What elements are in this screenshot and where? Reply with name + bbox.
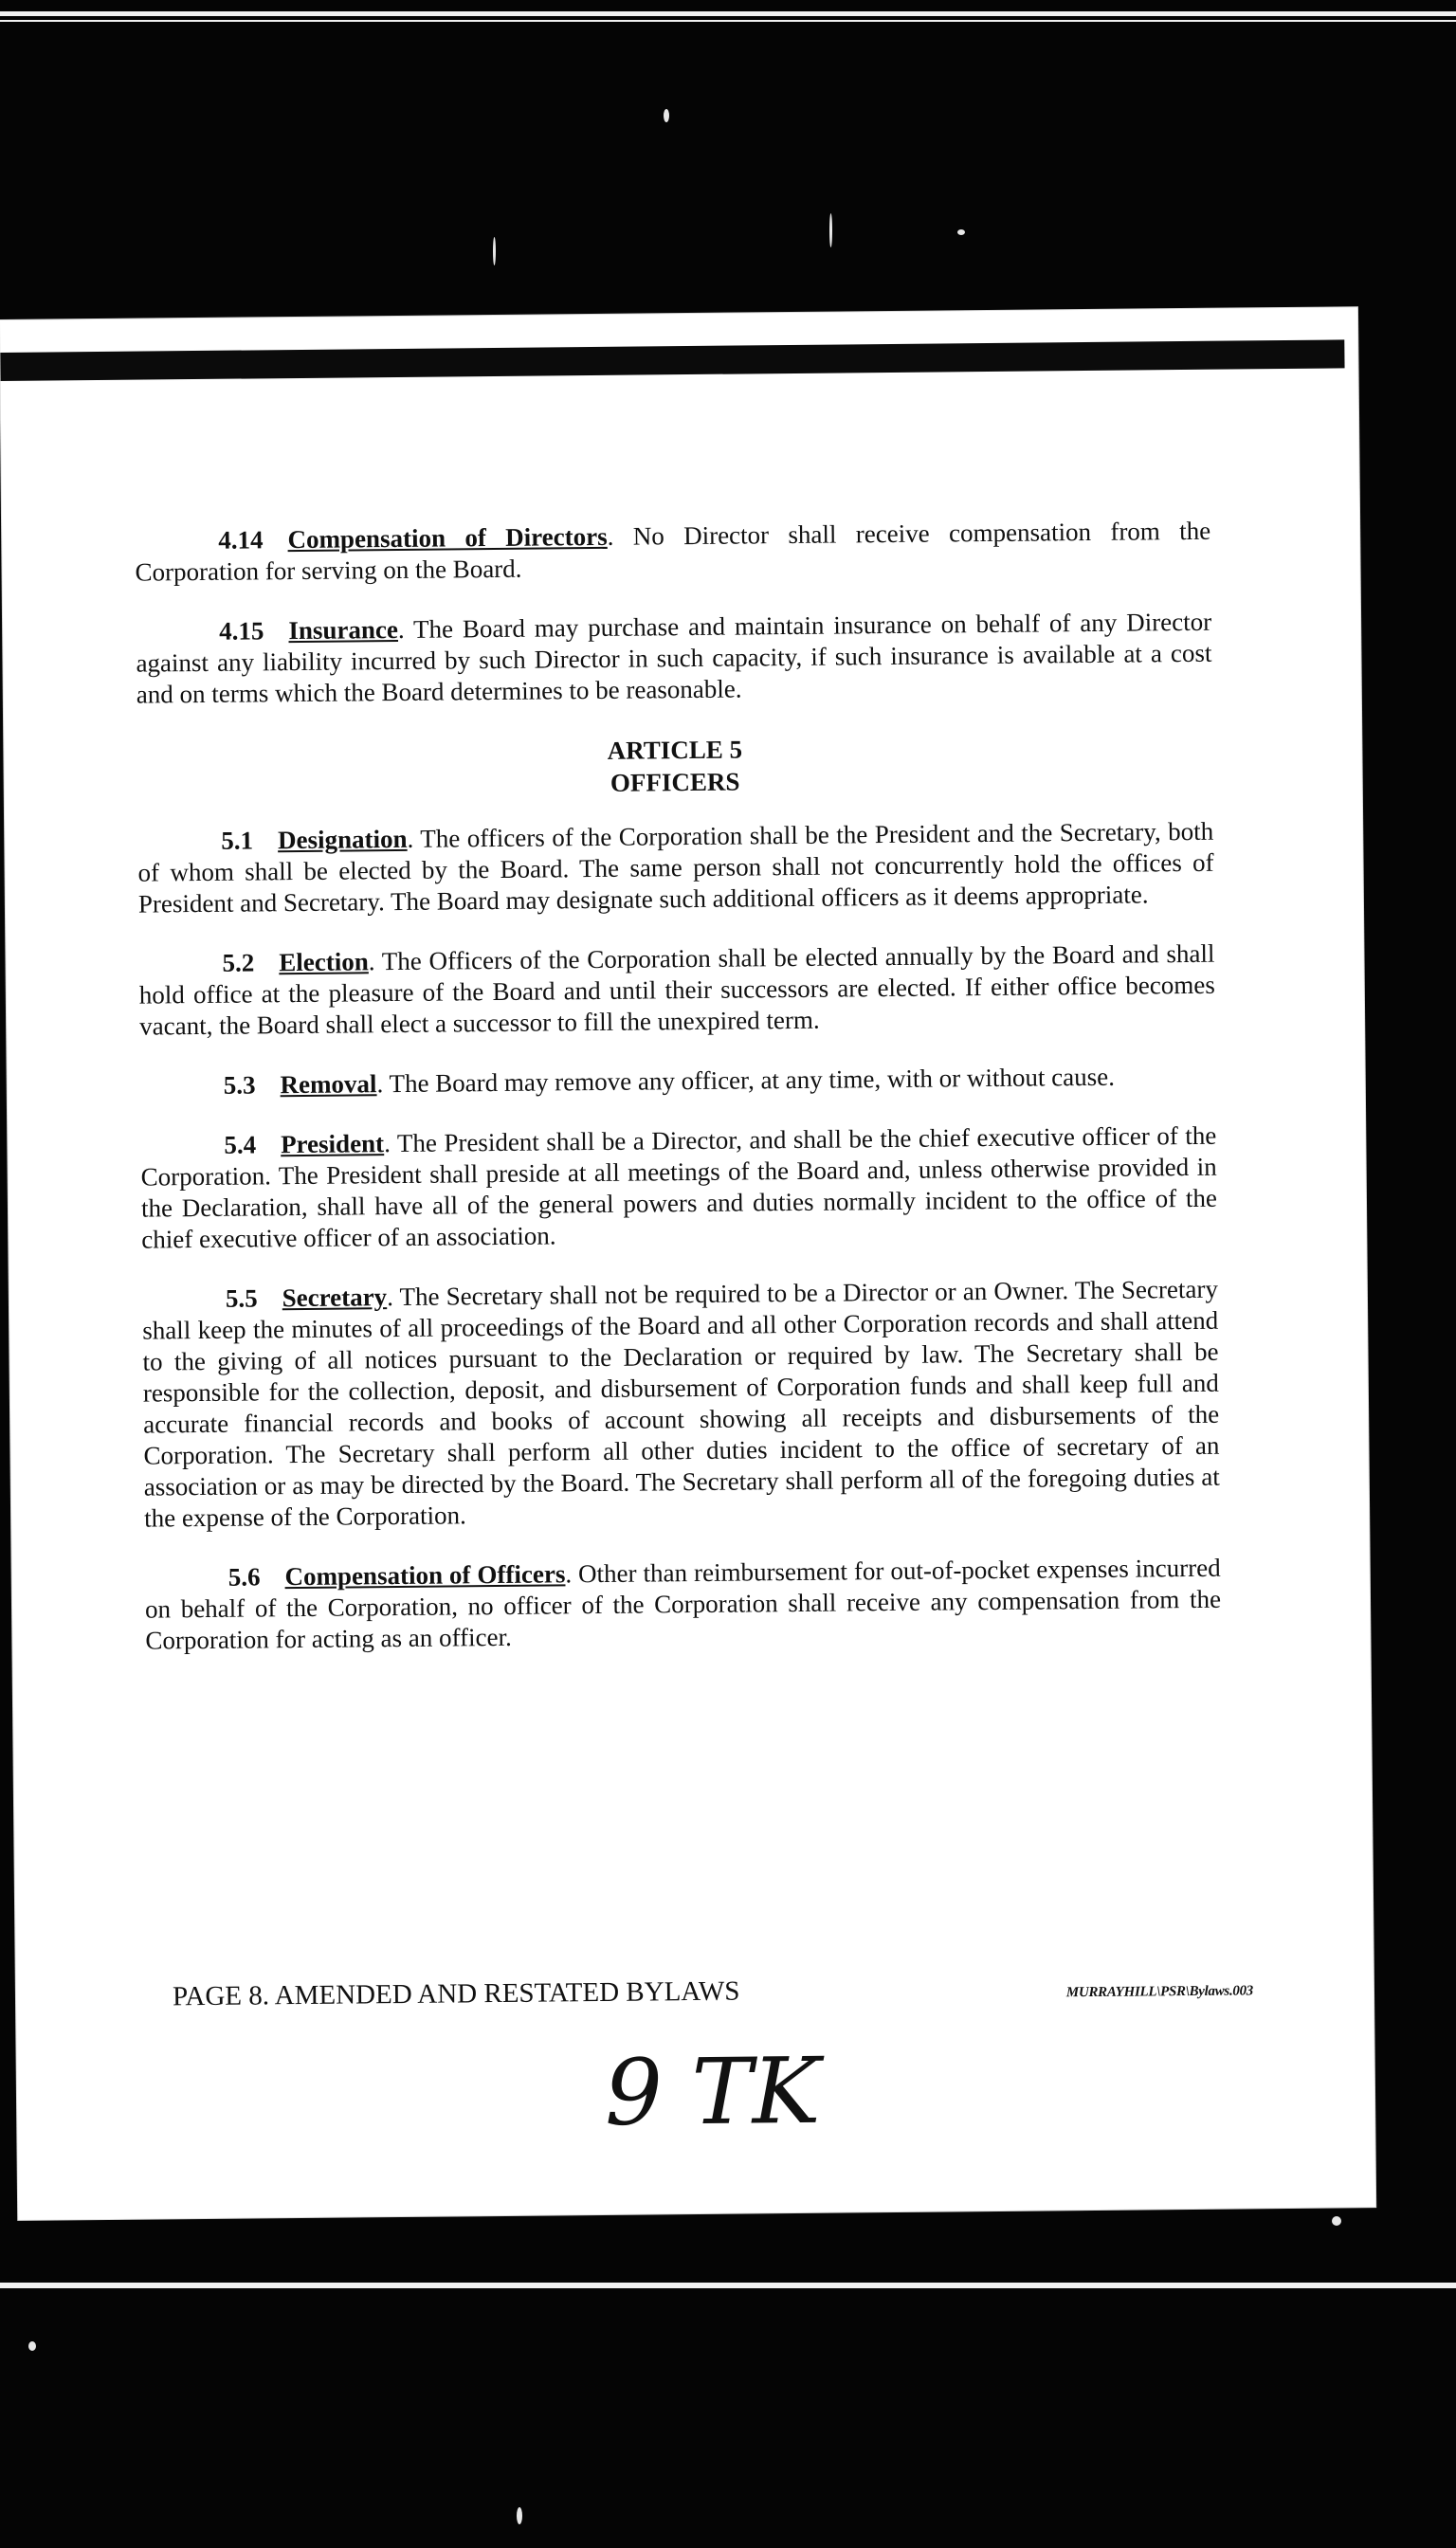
section-4-15 (136, 607, 1212, 711)
article-heading (136, 729, 1213, 804)
bottom-border-line (0, 2283, 1456, 2288)
article-number: ARTICLE 5 (607, 735, 743, 765)
handwritten-page-note: 9 TK (604, 2037, 821, 2146)
top-border-line (0, 11, 1456, 16)
section-5-2 (138, 938, 1215, 1043)
section-5-4 (140, 1120, 1217, 1256)
section-5-1 (137, 816, 1214, 920)
section-heading: Designation (277, 824, 408, 855)
section-text: . The Board may purchase and maintain insurance on behalf of any Director against any liability incurred by such Director in such capacity, if such insurance is available at a cost and on terms which the Board determines to be reasonable. (136, 607, 1212, 709)
section-text: . The Officers of the Corporation shall be elected annually by the Board and shall hold office at the pleasure of the Board and until their successors are elected. If either office becomes vacant, the Board shall elect a successor to fill the unexpired term. (138, 938, 1215, 1041)
scan-speck (1332, 2216, 1341, 2226)
top-border-line-thin (0, 20, 1456, 22)
section-heading: Compensation of Directors (287, 521, 608, 555)
scan-speck (664, 109, 669, 122)
section-text: . The President shall be a Director, and shall be the chief executive officer of the Corporation. The President shall preside at all meetings of the Board and, unless otherwise provided in the Declaration, shall have all of the general powers and duties normally incident to the office of the chief executive officer of an association. (140, 1120, 1218, 1254)
section-number: 5.6 (228, 1562, 261, 1592)
footer-page-label: PAGE 8. AMENDED AND RESTATED BYLAWS (172, 1975, 740, 2012)
section-heading: Removal (280, 1069, 377, 1100)
section-text: . Other than reimbursement for out-of-pocket expenses incurred on behalf of the Corporation, no officer of the Corporation shall receive any compensation from the Corporation for acting as an officer. (144, 1553, 1222, 1655)
page-footer (173, 1971, 1253, 2012)
scan-speck (829, 213, 832, 247)
section-text: . No Director shall receive compensation from the Corporation for serving on the Board. (135, 516, 1211, 587)
footer-file-path: MURRAYHILL\PSR\Bylaws.003 (1065, 1983, 1254, 2001)
section-heading: Secretary (282, 1283, 388, 1313)
section-text: . The officers of the Corporation shall be the President and the Secretary, both of whom shall be elected by the Board. The same person shall not concurrently hold the offices of President and Secretary. The Board may designate such additional officers as it deems appropriate. (137, 816, 1214, 919)
article-title: OFFICERS (610, 767, 740, 797)
page-top-edge-shadow (0, 339, 1344, 381)
section-number: 5.4 (224, 1130, 257, 1159)
section-5-5 (142, 1274, 1220, 1535)
section-heading: Insurance (288, 614, 399, 646)
section-text: . The Board may remove any officer, at any time, with or without cause. (376, 1062, 1116, 1099)
section-number: 5.1 (221, 826, 254, 855)
section-number: 4.15 (219, 616, 264, 646)
section-number: 4.14 (218, 525, 264, 555)
section-number: 5.5 (225, 1283, 258, 1313)
section-5-3 (140, 1061, 1216, 1102)
scan-speck (493, 237, 496, 265)
section-text: . The Secretary shall not be required to be a Director or an Owner. The Secretary shall keep the minutes of all proceedings of the Board and all other Corporation records and shall attend to the giving of all notices pursuant to the Declaration or required by law. The Secretary shall be responsible for the collection, deposit, and disbursement of Corporation funds and shall keep full and accurate financial records and books of account showing all receipts and disbursements of the Corporation. The Secretary shall perform all other duties incident to the office of secretary of an association or as may be directed by the Board. The Secretary shall perform all of the foregoing duties at the expense of the Corporation. (142, 1274, 1220, 1533)
section-4-14 (135, 516, 1211, 589)
scan-speck (28, 2341, 36, 2351)
document-page (0, 307, 1375, 2220)
section-heading: Compensation of Officers (284, 1559, 566, 1592)
section-heading: President (280, 1129, 385, 1159)
section-number: 5.2 (222, 948, 255, 977)
scan-speck (517, 2507, 522, 2524)
section-heading: Election (279, 947, 369, 977)
section-number: 5.3 (223, 1070, 256, 1100)
document-body (135, 516, 1222, 1685)
scan-speck (957, 229, 965, 235)
section-5-6 (145, 1553, 1222, 1657)
